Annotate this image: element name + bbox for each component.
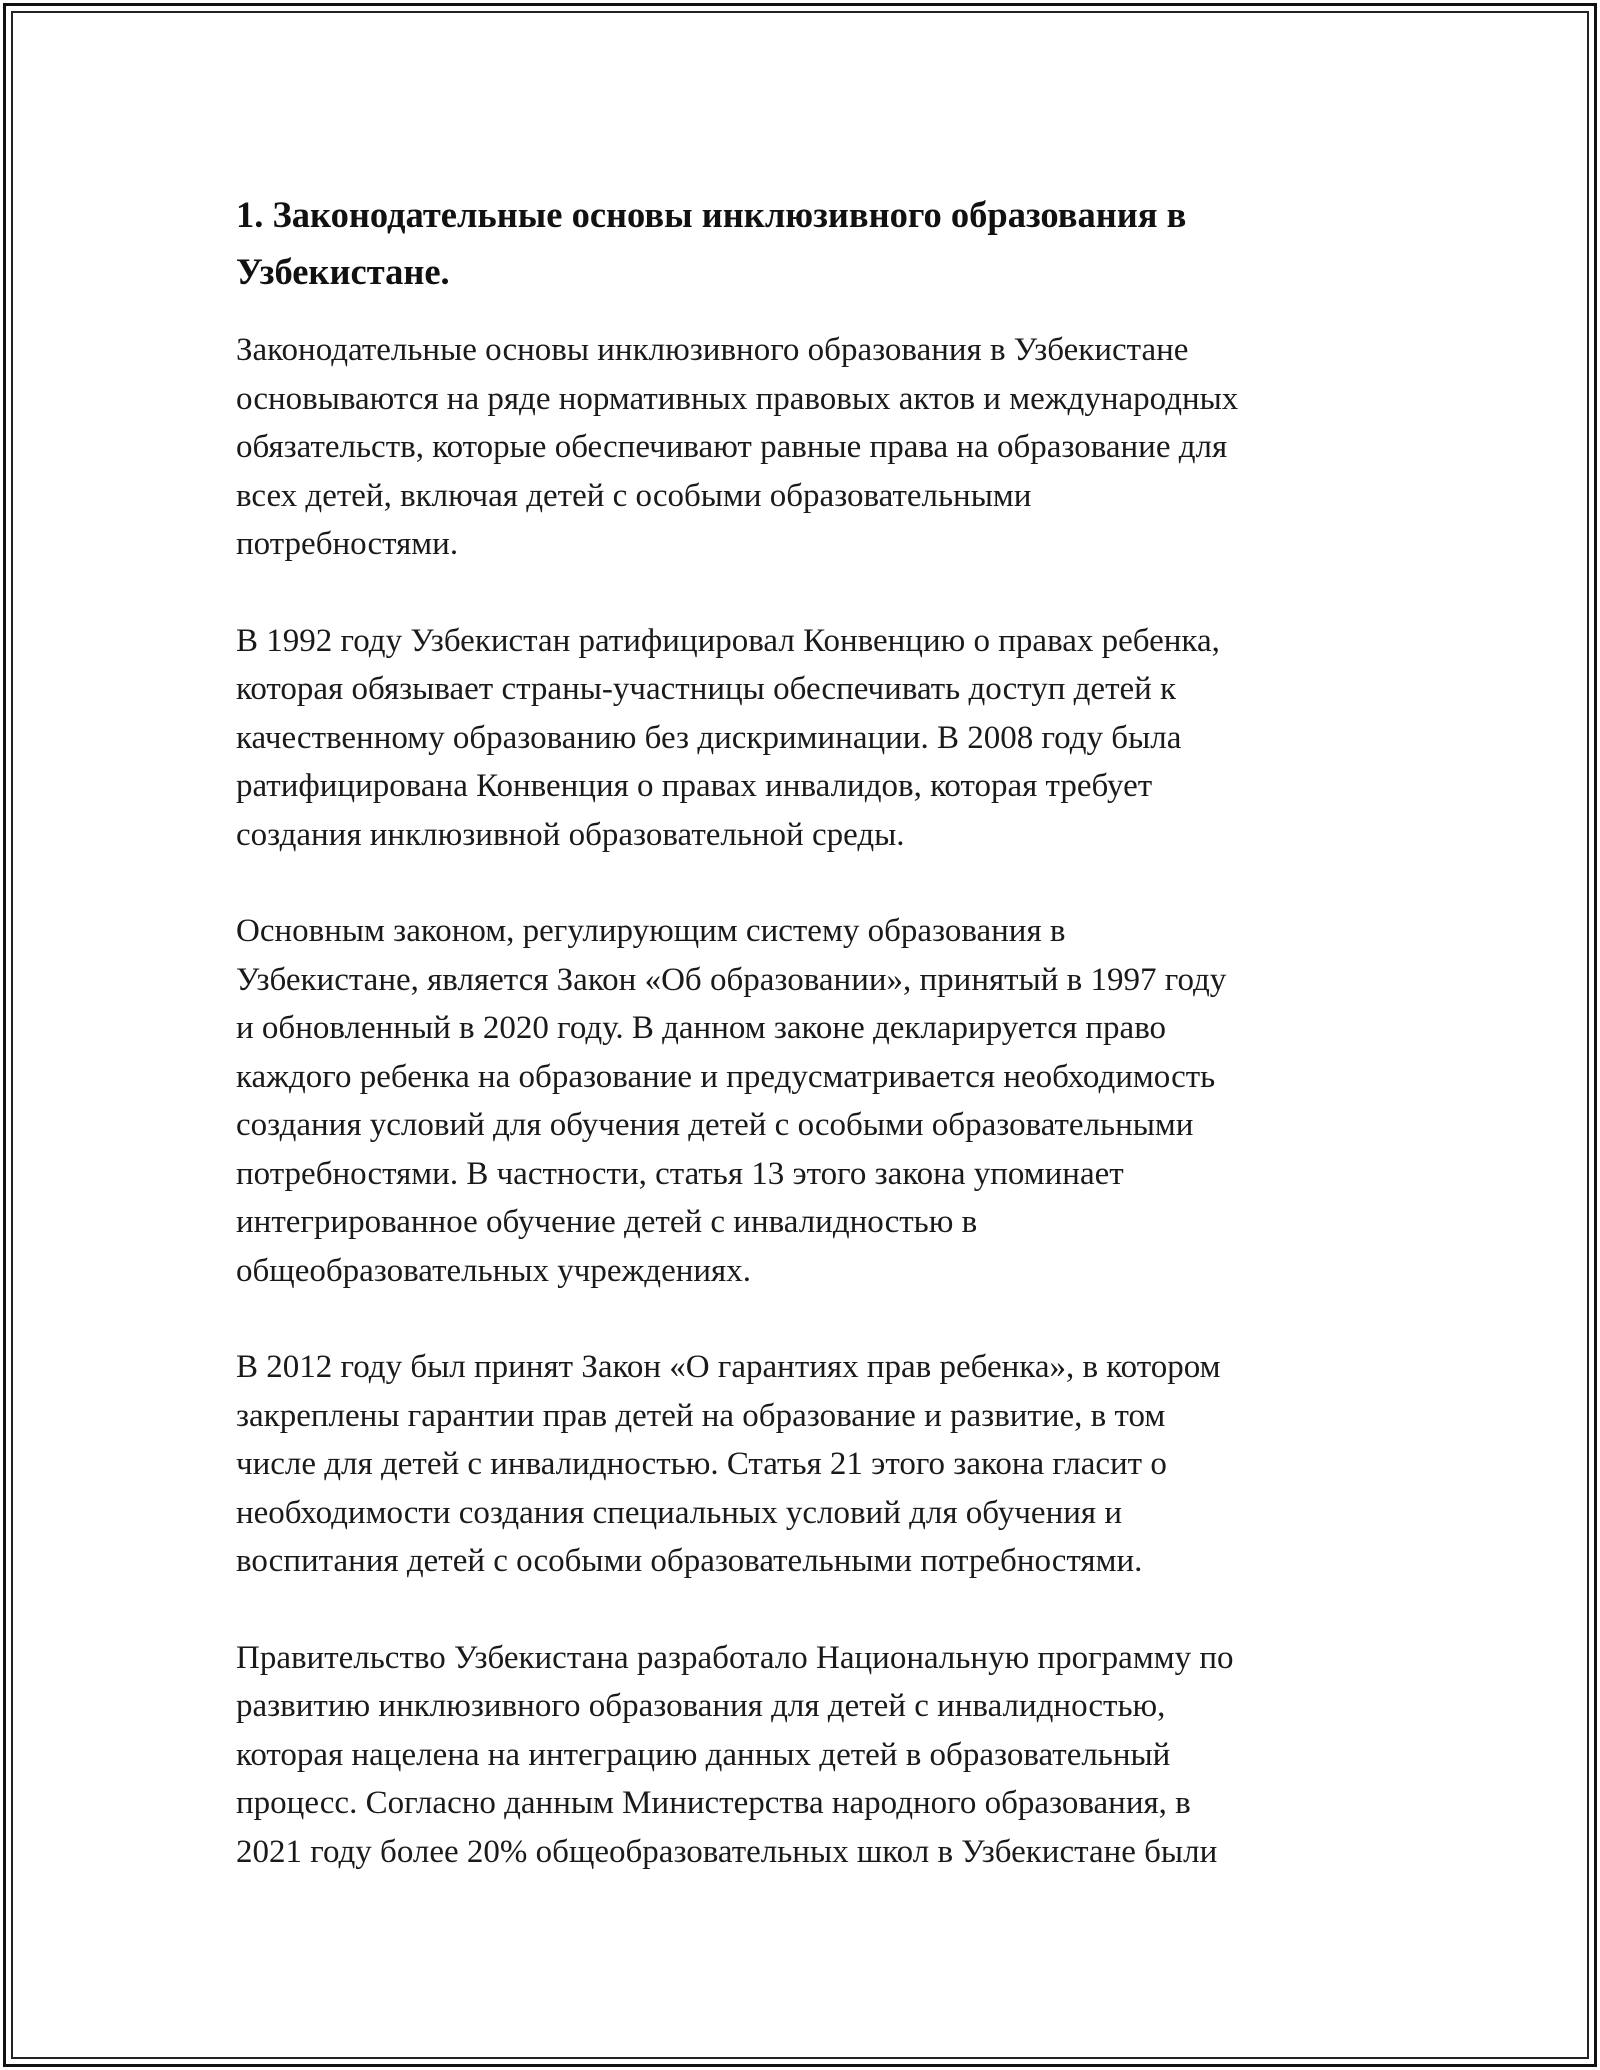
paragraph-intro bbox=[236, 326, 1366, 569]
paragraph-line: числе для детей с инвалидностью. Статья 21 этого закона гласит о bbox=[236, 1446, 1167, 1482]
paragraph-line: которая нацелена на интеграцию данных детей в образовательный bbox=[236, 1736, 1171, 1773]
paragraph-conventions bbox=[236, 617, 1366, 860]
paragraph-line: потребностями. bbox=[236, 526, 459, 562]
paragraph-line: закреплены гарантии прав детей на образование и развитие, в том bbox=[236, 1397, 1166, 1434]
paragraph-line: В 2012 году был принят Закон «О гарантиях прав ребенка», в котором bbox=[236, 1349, 1221, 1385]
paragraph-line: процесс. Согласно данным Министерства народного образования, в bbox=[236, 1785, 1191, 1821]
paragraph-line: качественному образованию без дискриминации. В 2008 году была bbox=[236, 719, 1182, 756]
paragraph-line: каждого ребенка на образование и предусматривается необходимость bbox=[236, 1058, 1216, 1095]
paragraph-line: потребностями. В частности, статья 13 этого закона упоминает bbox=[236, 1155, 1124, 1192]
paragraph-line: развитию инклюзивного образования для детей с инвалидностью, bbox=[236, 1688, 1166, 1724]
paragraph-education-law bbox=[236, 907, 1366, 1295]
paragraph-line: В 1992 году Узбекистан ратифицировал Конвенцию о правах ребенка, bbox=[236, 622, 1220, 659]
document-body bbox=[236, 186, 1366, 1924]
paragraph-line: обязательств, которые обеспечивают равные права на образование для bbox=[236, 429, 1228, 465]
paragraph-line: 2021 году более 20% общеобразовательных школ в Узбекистане были bbox=[236, 1833, 1218, 1870]
paragraph-line: и обновленный в 2020 году. В данном законе декларируется право bbox=[236, 1010, 1167, 1046]
paragraph-line: которая обязывает страны-участницы обеспечивать доступ детей к bbox=[236, 671, 1177, 707]
paragraph-national-program bbox=[236, 1634, 1366, 1877]
paragraph-line: создания условий для обучения детей с особыми образовательными bbox=[236, 1107, 1194, 1143]
paragraph-line: интегрированное обучение детей с инвалидностью в bbox=[236, 1204, 978, 1240]
paragraph-child-rights-law bbox=[236, 1343, 1366, 1586]
paragraph-line: создания инклюзивной образовательной среды. bbox=[236, 816, 905, 853]
paragraph-line: общеобразовательных учреждениях. bbox=[236, 1252, 751, 1289]
paragraph-line: всех детей, включая детей с особыми образовательными bbox=[236, 477, 1032, 514]
paragraph-line: Правительство Узбекистана разработало Национальную программу по bbox=[236, 1639, 1234, 1676]
paragraph-line: Основным законом, регулирующим систему образования в bbox=[236, 913, 1066, 949]
section-heading bbox=[236, 186, 1366, 300]
heading-line: 1. Законодательные основы инклюзивного образования в bbox=[236, 194, 1187, 235]
paragraph-line: Законодательные основы инклюзивного образования в Узбекистане bbox=[236, 332, 1189, 368]
heading-line: Узбекистане. bbox=[236, 251, 450, 292]
paragraph-line: основываются на ряде нормативных правовых актов и международных bbox=[236, 380, 1239, 417]
paragraph-line: необходимости создания специальных условий для обучения и bbox=[236, 1494, 1122, 1531]
paragraph-line: ратифицирована Конвенция о правах инвалидов, которая требует bbox=[236, 768, 1153, 804]
paragraph-line: Узбекистане, является Закон «Об образовании», принятый в 1997 году bbox=[236, 961, 1227, 998]
paragraph-line: воспитания детей с особыми образовательными потребностями. bbox=[236, 1543, 1143, 1579]
